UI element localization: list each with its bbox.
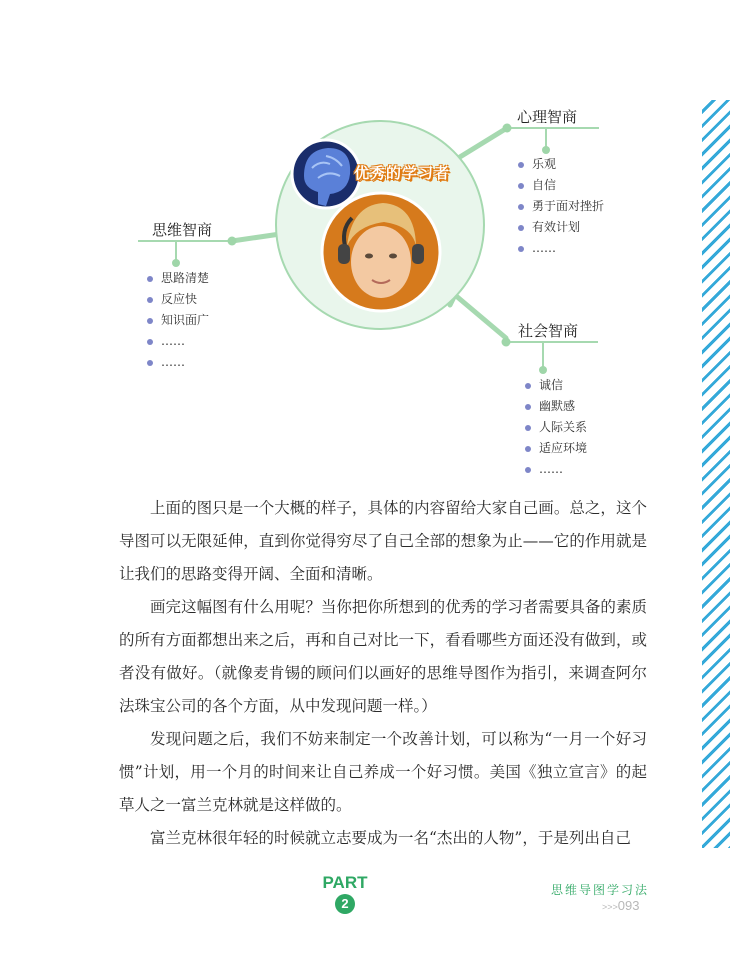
part-label: PART	[322, 873, 368, 892]
part-number: 2	[335, 894, 355, 914]
branch-title-social: 社会智商	[518, 322, 579, 340]
page-number	[602, 898, 639, 913]
list-item: 人际关系	[525, 417, 587, 438]
part-badge	[322, 873, 368, 914]
paragraph: 画完这幅图有什么用呢？当你把你所想到的优秀的学习者需要具备的素质的所有方面都想出来之后，再和自己对比一下，看看哪些方面还没有做到，或者没有做好。（就像麦肯锡的顾问们以画好的思维导图作为指引，来调查阿尔法珠宝公司的各个方面，从中发现问题一样。）	[119, 598, 647, 715]
branch-list-thinking	[147, 268, 209, 373]
branch-list-social	[525, 375, 587, 480]
list-item: 自信	[518, 175, 604, 196]
branch-title-psychological: 心理智商	[517, 108, 578, 126]
paragraph: 发现问题之后，我们不妨来制定一个改善计划，可以称为“一月一个好习惯”计划，用一个月的时间来让自己养成一个好习惯。美国《独立宣言》的起草人之一富兰克林就是这样做的。	[119, 730, 647, 814]
student-photo	[322, 193, 440, 311]
list-item: ……	[147, 352, 209, 373]
list-item: ……	[147, 331, 209, 352]
list-item: ……	[518, 238, 604, 259]
page-number-value: 093	[617, 898, 640, 913]
paragraph: 富兰克林很年轻的时候就立志要成为一名“杰出的人物”，于是列出自己	[150, 829, 631, 847]
brain-image	[292, 140, 360, 208]
list-item: 诚信	[525, 375, 587, 396]
paragraph: 上面的图只是一个大概的样子，具体的内容留给大家自己画。总之，这个导图可以无限延伸，直到你觉得穷尽了自己全部的想象为止——它的作用就是让我们的思路变得开阔、全面和清晰。	[119, 499, 647, 583]
list-item: ……	[525, 459, 587, 480]
page-number-prefix: >>>	[602, 902, 618, 912]
list-item: 乐观	[518, 154, 604, 175]
body-text	[119, 492, 647, 855]
list-item: 有效计划	[518, 217, 604, 238]
list-item: 知识面广	[147, 310, 209, 331]
list-item: 反应快	[147, 289, 209, 310]
list-item: 适应环境	[525, 438, 587, 459]
branch-title-thinking: 思维智商	[152, 221, 213, 239]
list-item: 勇于面对挫折	[518, 196, 604, 217]
branch-list-psychological	[518, 154, 604, 259]
center-label: 优秀的学习者	[354, 164, 451, 182]
list-item: 思路清楚	[147, 268, 209, 289]
list-item: 幽默感	[525, 396, 587, 417]
book-title: 思维导图学习法	[551, 883, 650, 897]
